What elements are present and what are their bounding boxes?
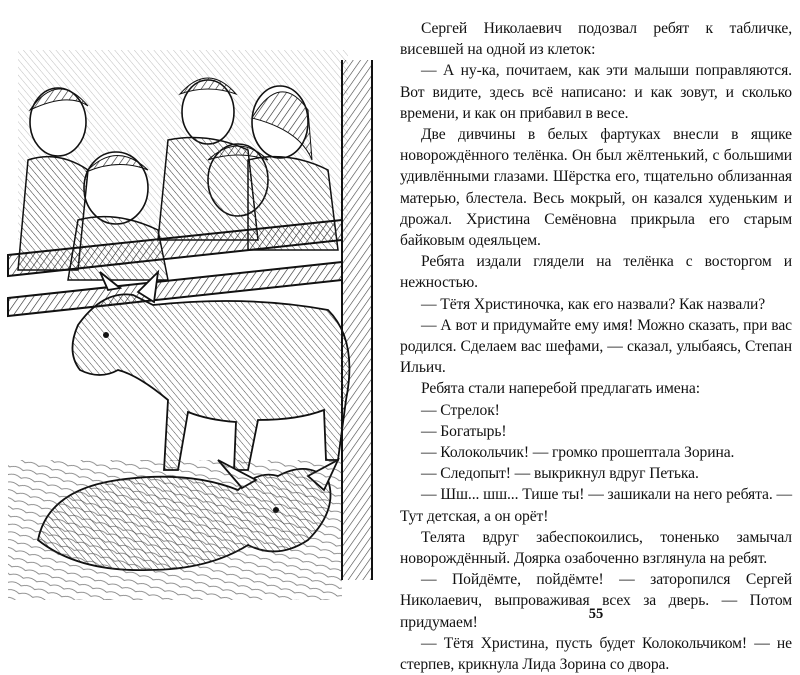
paragraph: — Шш... шш... Тише ты! — зашикали на него ребята. — Тут детская, а он орёт!: [400, 486, 792, 525]
paragraph: — Тётя Христиночка, как его назвали? Как назвали?: [421, 295, 766, 313]
text-column: [400, 18, 792, 674]
paragraph: — А вот и придумайте ему имя! Можно сказать, при вас родился. Сделаем вас шефами, — сказал, улыбаясь, Степан Ильич.: [400, 316, 792, 377]
paragraph: Ребята издали глядели на телёнка с восторгом и нежностью.: [400, 253, 792, 292]
paragraph: — Колокольчик! — громко прошептала Зорина.: [421, 444, 735, 462]
book-illustration: [8, 40, 398, 600]
paragraph: Телята вдруг забеспокоились, тоненько замычал новорождённый. Доярка озабоченно взглянула на ребят.: [400, 528, 792, 568]
paragraph: Сергей Николаевич подозвал ребят к табличке, висевшей на одной из клеток:: [400, 20, 792, 59]
paragraph: — Пойдёмте, пойдёмте! — заторопился Сергей Николаевич, выпроваживая всех за дверь. — Потом придумаем!: [400, 571, 792, 631]
paragraph: — Тётя Христина, пусть будет Колокольчиком! — не стерпев, крикнула Лида Зорина со двора.: [400, 634, 792, 674]
paragraph: — А ну-ка, почитаем, как эти малыши поправляются. Вот видите, здесь всё написано: и как зовут, и сколько времени, и как он прибавил в весе.: [400, 62, 792, 122]
paragraph: Две дивчины в белых фартуках внесли в ящике новорождённого телёнка. Он был жёлтенький, с большими удивлёнными глазами. Шёрстка его, тщательно облизанная матерью, блестела. Весь мокрый, он казался худеньким и дрожал. Христина Семёновна прикрыла его старым байковым одеяльцем.: [400, 126, 792, 250]
paragraph: — Богатырь!: [421, 422, 507, 440]
paragraph: — Стрелок!: [421, 401, 500, 419]
children-watching-calves-illustration-icon: [8, 40, 398, 600]
paragraph: Ребята стали наперебой предлагать имена:: [421, 380, 700, 398]
page-number: 55: [588, 606, 604, 622]
paragraph: — Следопыт! — выкрикнул вдруг Петька.: [421, 465, 699, 483]
